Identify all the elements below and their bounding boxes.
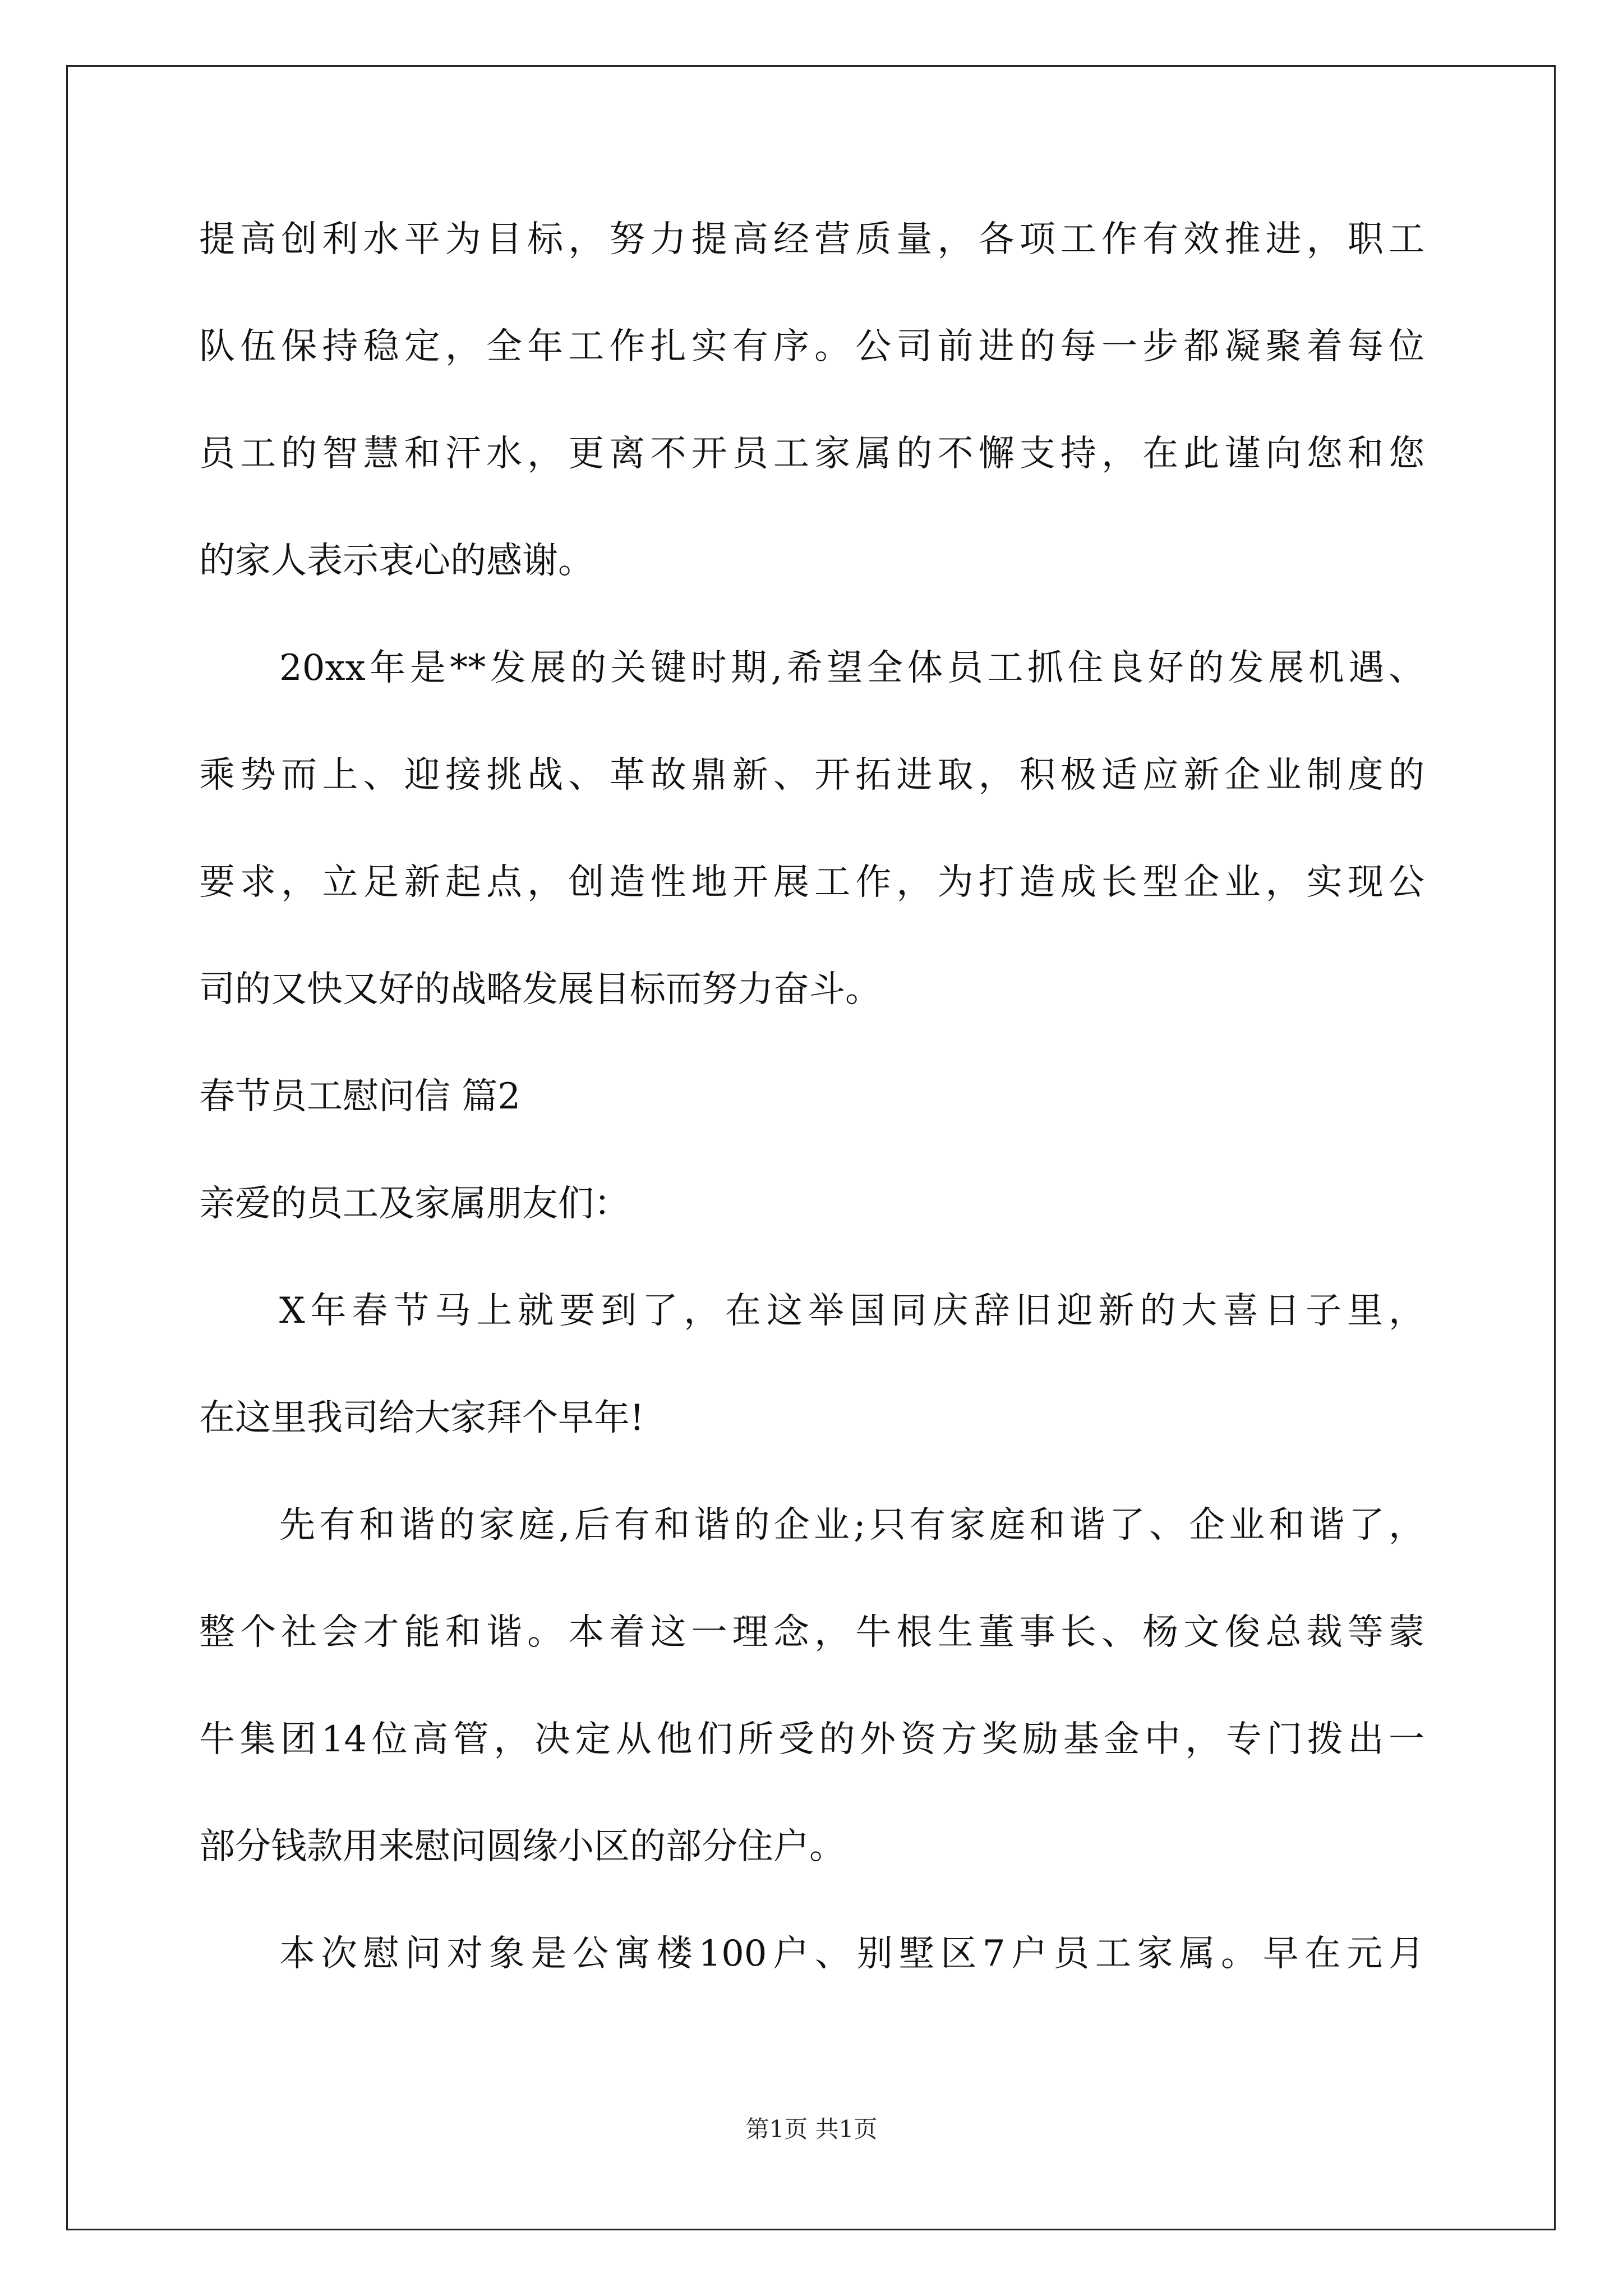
paragraph-line: 牛集团14位高管，决定从他们所受的外资方奖励基金中，专门拨出一 [199, 1719, 1424, 1760]
paragraph-line: 整个社会才能和谐。本着这一理念，牛根生董事长、杨文俊总裁等蒙 [199, 1612, 1424, 1653]
paragraph-line: 先有和谐的家庭,后有和谐的企业;只有家庭和谐了、企业和谐了， [279, 1504, 1424, 1546]
salutation: 亲爱的员工及家属朋友们： [199, 1183, 630, 1225]
paragraph-line: 提高创利水平为目标，努力提高经营质量，各项工作有效推进，职工 [199, 219, 1424, 260]
paragraph-line: 员工的智慧和汗水，更离不开员工家属的不懈支持，在此谨向您和您 [199, 433, 1424, 475]
paragraph-line: 在这里我司给大家拜个早年! [199, 1397, 644, 1439]
document-body [199, 213, 1424, 2035]
paragraph-line: 的家人表示衷心的感谢。 [199, 540, 594, 582]
section-heading: 春节员工慰问信 篇2 [199, 1076, 521, 1117]
paragraph-line: 要求，立足新起点，创造性地开展工作，为打造成长型企业，实现公 [199, 862, 1424, 903]
paragraph-line: 司的又快又好的战略发展目标而努力奋斗。 [199, 969, 881, 1010]
paragraph-line: 20xx年是**发展的关键时期,希望全体员工抓住良好的发展机遇、 [279, 647, 1424, 689]
page-number-footer: 第1页 共1页 [745, 2115, 878, 2143]
paragraph-line: 乘势而上、迎接挑战、革故鼎新、开拓进取，积极适应新企业制度的 [199, 754, 1424, 796]
paragraph-line: 队伍保持稳定，全年工作扎实有序。公司前进的每一步都凝聚着每位 [199, 326, 1424, 367]
paragraph-line: 部分钱款用来慰问圆缘小区的部分住户。 [199, 1826, 845, 1867]
paragraph-line: X年春节马上就要到了，在这举国同庆辞旧迎新的大喜日子里， [279, 1290, 1424, 1332]
paragraph-line: 本次慰问对象是公寓楼100户、别墅区7户员工家属。早在元月 [279, 1933, 1424, 1975]
